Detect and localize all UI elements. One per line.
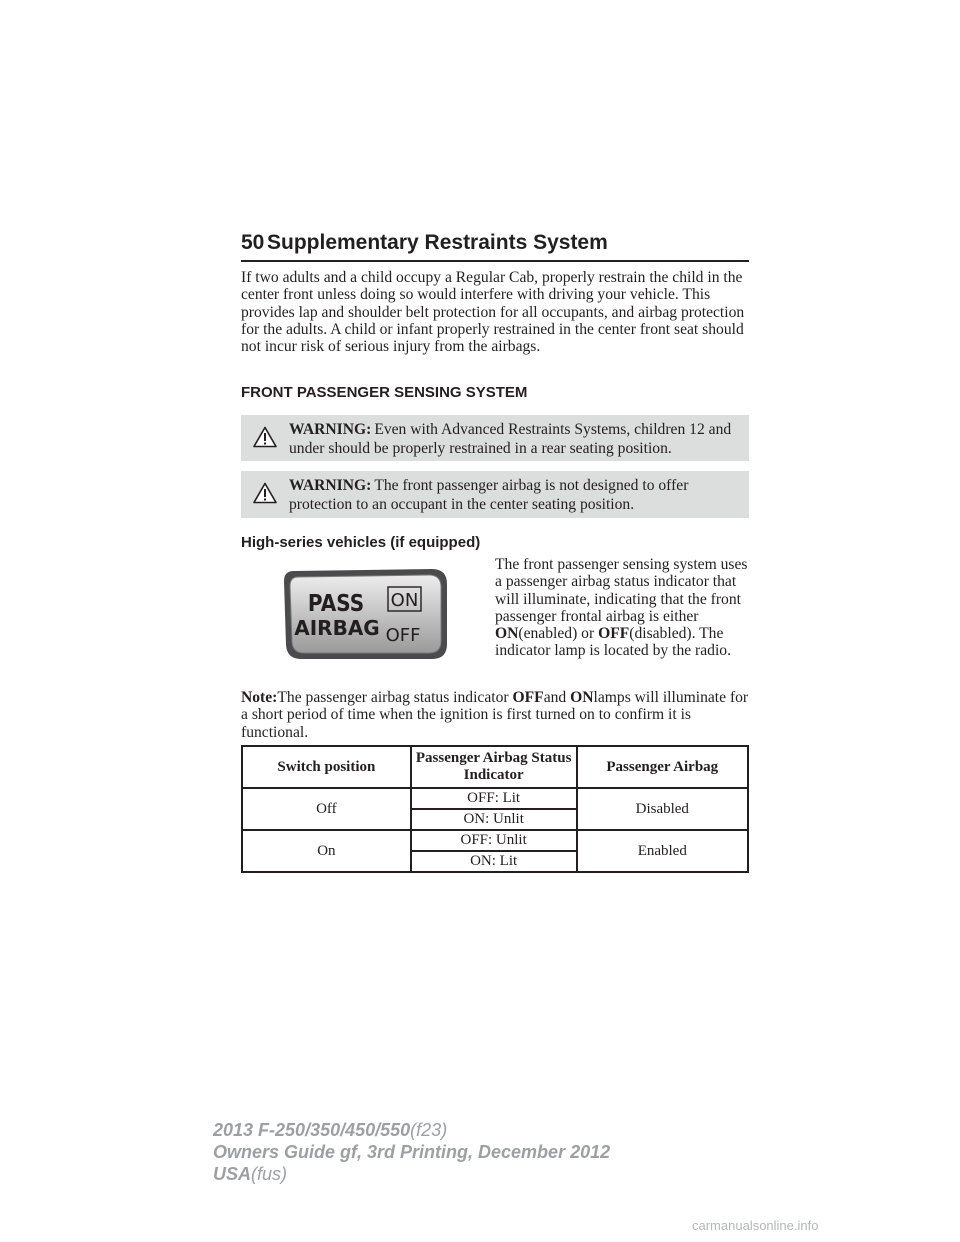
on-lamp-label: ON [390,590,419,611]
airbag-label: AIRBAG [294,616,380,640]
heading-high-series: High-series vehicles (if equipped) [241,534,481,551]
on-term: ON [495,625,519,643]
warning-triangle-icon [253,482,277,504]
footer-line-3 [213,1163,610,1185]
warning-text [289,420,743,458]
table-cell-airbag: Disabled [577,788,748,830]
note-text: and [543,689,567,706]
off-term: OFF [598,625,630,643]
footer-model: 2013 F-250/350/450/550 [213,1120,411,1140]
indicator-description [495,556,751,660]
section-title: Supplementary Restraints System [267,231,608,254]
table-row [242,788,748,809]
indicator-description-part: (enabled) or [518,625,595,643]
table-header-row [242,746,748,788]
table-cell-switch: Off [242,788,411,830]
airbag-status-table [241,745,749,873]
table-header-switch: Switch position [242,746,411,788]
table-cell-indicator: ON: Lit [411,851,577,872]
watermark: carmanualsonline.info [692,1218,819,1233]
page-number: 50 [241,231,265,254]
intro-paragraph: If two adults and a child occupy a Regular Cab, properly restrain the child in the center front unless doing so would interfere with driving your vehicle. This provides lap and shoulder belt protection for all occupants, and airbag protection for the adults. A child or infant properly restrained in the center front seat should not incur risk of serious injury from the airbags. [241,269,745,356]
note-text: The passenger airbag status indicator [277,689,509,706]
table-cell-airbag: Enabled [577,830,748,872]
table-cell-indicator: ON: Unlit [411,809,577,830]
table-header-indicator: Passenger Airbag Status Indicator [411,746,577,788]
off-term: OFF [512,689,544,706]
warning-label: WARNING: [289,477,372,494]
warning-triangle-icon [253,426,277,448]
footer-code: (f23) [410,1120,448,1140]
pass-airbag-indicator-illustration [284,569,449,659]
on-term: ON [570,689,594,706]
table-cell-indicator: OFF: Lit [411,788,577,809]
footer-region-code: (fus) [251,1164,288,1184]
indicator-description-part: (disabled). The indicator lamp is located by the radio. [495,625,732,660]
footer-line-2: Owners Guide gf, 3rd Printing, December 2012 [213,1142,611,1162]
page-header [241,230,749,262]
note-text: lamps will illuminate for a short period of time when the ignition is first turned on to confirm it is functional. [241,689,749,741]
indicator-description-part: The front passenger sensing system uses a passenger airbag status indicator that will illuminate, indicating that the front passenger frontal airbag is either [495,556,748,625]
note-label: Note: [241,689,278,706]
note-paragraph [241,689,749,741]
document-footer [213,1119,610,1185]
table-header-airbag: Passenger Airbag [577,746,748,788]
table-cell-indicator: OFF: Unlit [411,830,577,851]
heading-front-passenger-sensing: FRONT PASSENGER SENSING SYSTEM [241,384,528,401]
warning-body: The front passenger airbag is not designed to offer protection to an occupant in the center seating position. [289,477,689,513]
table-cell-switch: On [242,830,411,872]
warning-label: WARNING: [289,421,372,438]
off-lamp-label: OFF [385,625,421,646]
footer-line-1 [213,1119,610,1141]
warning-box-center-seat [241,471,749,518]
pass-label: PASS [307,590,365,618]
footer-region: USA [213,1164,252,1184]
warning-body: Even with Advanced Restraints Systems, children 12 and under should be properly restrained in a rear seating position. [289,421,732,457]
table-row [242,830,748,851]
warning-box-children [241,415,749,461]
warning-text [289,476,743,514]
